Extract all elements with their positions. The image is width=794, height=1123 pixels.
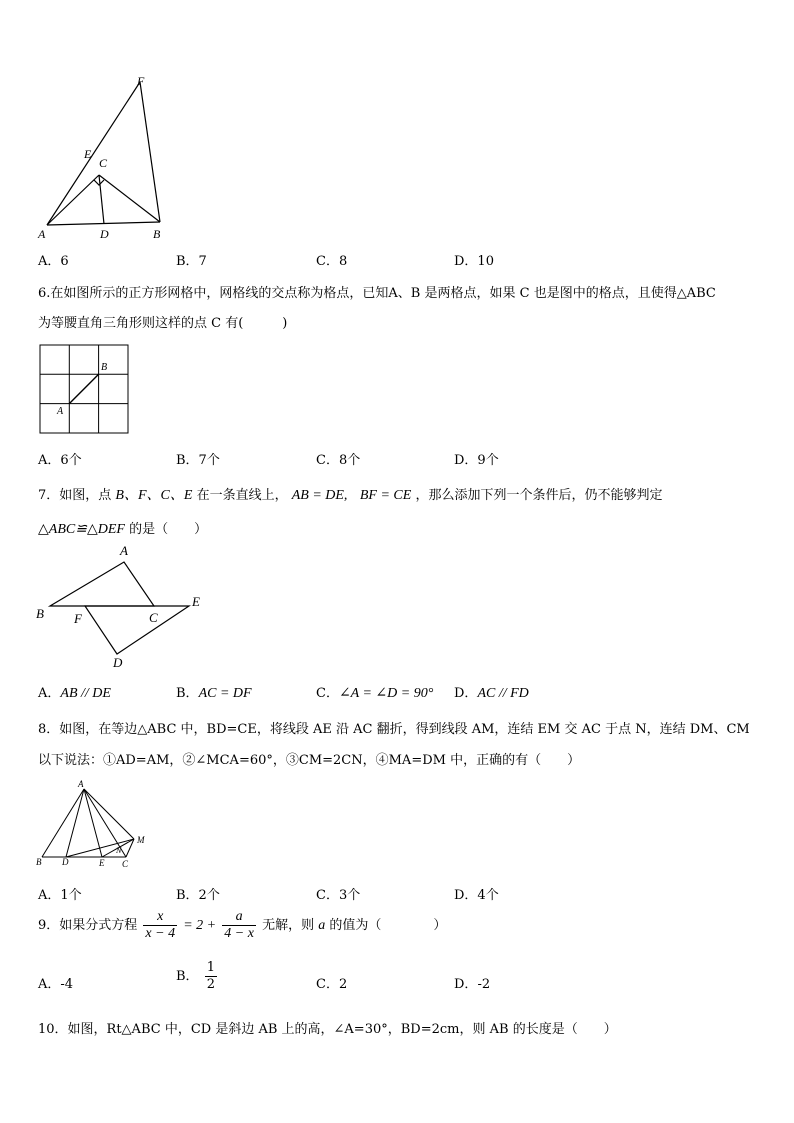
q9-fraction-2 bbox=[222, 909, 256, 942]
q7-congruence: △ABC≌△DEF bbox=[38, 522, 125, 537]
q7-cond1: AB = DE, bbox=[291, 488, 348, 503]
q7-option-d-letter: D． bbox=[454, 686, 478, 701]
q5-option-a[interactable]: A．6 bbox=[38, 254, 69, 269]
q9-option-b-denominator: 2 bbox=[206, 977, 215, 992]
q7-label-e: E bbox=[192, 594, 200, 609]
q9-option-b-fraction bbox=[205, 960, 217, 993]
q7-label-b: B bbox=[36, 606, 44, 621]
q6-option-a[interactable]: A．6个 bbox=[38, 453, 82, 468]
q8-label-e: E bbox=[99, 858, 105, 868]
q9-option-d[interactable] bbox=[454, 973, 490, 992]
q9-suffix1: 无解，则 bbox=[262, 918, 315, 933]
q7-option-c-letter: C． bbox=[316, 686, 339, 701]
q5-label-c: C bbox=[99, 156, 108, 170]
q5-label-a: A bbox=[38, 227, 46, 241]
q7-mid: 在一条直线上， bbox=[196, 488, 288, 503]
q7-option-d-math: AC // FD bbox=[477, 686, 529, 701]
q9-option-d-value: -2 bbox=[477, 977, 491, 992]
q6-label-a: A bbox=[57, 406, 64, 417]
q7-label-c: C bbox=[149, 610, 158, 625]
q5-option-d[interactable]: D．10 bbox=[454, 254, 494, 269]
q6-option-b[interactable]: B．7个 bbox=[176, 453, 220, 468]
q9-question bbox=[38, 909, 446, 942]
q9-option-b-numerator: 1 bbox=[206, 960, 215, 975]
q7-option-b[interactable] bbox=[176, 682, 252, 702]
q8-option-b[interactable]: B．2个 bbox=[176, 888, 220, 903]
q7-option-b-letter: B． bbox=[176, 686, 199, 701]
q7-figure bbox=[32, 540, 212, 672]
q7-prefix: 7．如图，点 bbox=[38, 488, 112, 503]
q5-option-c[interactable]: C．8 bbox=[316, 254, 348, 269]
q5-label-e: E bbox=[84, 147, 92, 161]
q9-frac2-denominator: 4 − x bbox=[224, 926, 254, 941]
q7-line2-suffix: 的是（ ） bbox=[129, 522, 208, 537]
q7-option-d[interactable] bbox=[454, 682, 529, 702]
q5-label-d: D bbox=[100, 227, 109, 241]
q6-question-line1: 6.在如图所示的正方形网格中，网格线的交点称为格点，已知A、B 是两格点，如果 C 也是图中的格点，且使得△ABC bbox=[38, 286, 716, 301]
q8-label-n: N bbox=[116, 846, 122, 855]
q6-question-line2: 为等腰直角三角形则这样的点 C 有( ) bbox=[38, 316, 288, 331]
q8-option-a[interactable]: A．1个 bbox=[38, 888, 82, 903]
q9-frac1-denominator: x − 4 bbox=[145, 926, 176, 941]
q10-question-line1: 10．如图，Rt△ABC 中，CD 是斜边 AB 上的高，∠A=30°，BD=2cm，则 AB 的长度是（ ） bbox=[38, 1022, 617, 1037]
q9-prefix: 9．如果分式方程 bbox=[38, 918, 138, 933]
q8-label-b: B bbox=[36, 857, 42, 867]
q9-option-c-value: 2 bbox=[338, 977, 348, 992]
q8-question-line2: 以下说法：①AD=AM，②∠MCA=60°，③CM=2CN，④MA=DM 中，正确的有（ ） bbox=[38, 753, 581, 768]
q8-label-c: C bbox=[122, 859, 129, 869]
q8-label-m: M bbox=[137, 835, 145, 845]
q8-question-line1: 8．如图，在等边△ABC 中，BD=CE，将线段 AE 沿 AC 翻折，得到线段 AM，连结 EM 交 AC 于点 N，连结 DM、CM bbox=[38, 722, 750, 737]
q7-option-c[interactable] bbox=[316, 682, 433, 702]
q9-option-b-letter: B． bbox=[176, 969, 199, 984]
q7-cond2: BF = CE bbox=[359, 488, 412, 503]
q7-option-a-letter: A． bbox=[38, 686, 61, 701]
q9-var: a bbox=[318, 918, 326, 933]
q7-option-a[interactable] bbox=[38, 682, 111, 702]
q8-label-d: D bbox=[62, 857, 69, 867]
q9-suffix2: 的值为（ ） bbox=[329, 918, 447, 933]
q9-equals: = 2 + bbox=[183, 918, 217, 933]
q8-option-d[interactable]: D．4个 bbox=[454, 888, 499, 903]
q7-points: B、F、C、E bbox=[115, 488, 193, 503]
q9-option-a-letter: A． bbox=[38, 977, 61, 992]
q6-grid-figure bbox=[38, 343, 130, 435]
q7-question-line2 bbox=[38, 518, 207, 538]
q7-label-d: D bbox=[113, 655, 123, 670]
q5-label-f: F bbox=[137, 74, 145, 88]
q9-option-a[interactable] bbox=[38, 973, 73, 992]
q6-option-c[interactable]: C．8个 bbox=[316, 453, 361, 468]
q5-triangle-figure bbox=[30, 70, 180, 245]
q9-option-c-letter: C． bbox=[316, 977, 339, 992]
q7-suffix: ，那么添加下列一个条件后，仍不能够判定 bbox=[415, 488, 663, 503]
q7-option-c-math: ∠A = ∠D = 90° bbox=[338, 686, 434, 701]
q6-label-b: B bbox=[101, 362, 108, 373]
q9-option-a-value: -4 bbox=[60, 977, 74, 992]
q7-question-line1 bbox=[38, 484, 662, 504]
q7-label-f: F bbox=[74, 611, 82, 626]
q9-option-c[interactable] bbox=[316, 973, 347, 992]
q9-option-b[interactable] bbox=[176, 960, 219, 993]
q9-frac2-numerator: a bbox=[222, 909, 256, 926]
q8-label-a: A bbox=[78, 779, 84, 789]
q9-option-d-letter: D． bbox=[454, 977, 478, 992]
q8-option-c[interactable]: C．3个 bbox=[316, 888, 361, 903]
q7-label-a: A bbox=[120, 543, 128, 558]
q9-fraction-1 bbox=[143, 909, 177, 942]
q5-option-b[interactable]: B．7 bbox=[176, 254, 207, 269]
q5-label-b: B bbox=[153, 227, 161, 241]
q7-option-b-math: AC = DF bbox=[198, 686, 252, 701]
q7-option-a-math: AB // DE bbox=[60, 686, 111, 701]
q6-option-d[interactable]: D．9个 bbox=[454, 453, 499, 468]
q9-frac1-numerator: x bbox=[143, 909, 177, 926]
q8-figure bbox=[34, 777, 154, 869]
